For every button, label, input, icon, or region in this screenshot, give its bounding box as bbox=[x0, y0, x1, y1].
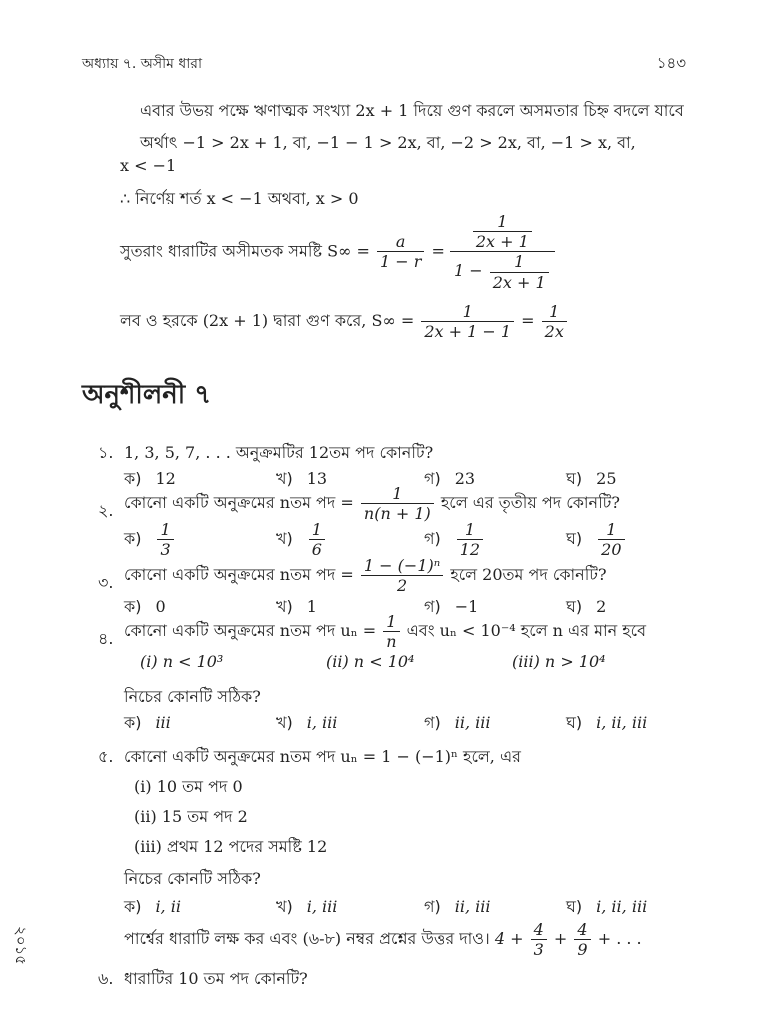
simplified-sum-formula: লব ও হরকে (2x + 1) দ্বারা গুণ করে, S∞ = $\frac{1}{2x + 1 - 1}$ = $\frac{1}{2x}$ bbox=[120, 302, 569, 341]
option: ক) $\frac{1}{3}$ bbox=[124, 520, 176, 559]
statement: (i) n < 10³ bbox=[140, 652, 224, 671]
intro-line-2: অর্থাৎ −1 > 2x + 1, বা, −1 − 1 > 2x, বা, −2 > 2x, বা, −1 > x, বা, bbox=[140, 133, 636, 152]
option: গ) $\frac{1}{12}$ bbox=[424, 520, 485, 559]
question-prompt: নিচের কোনটি সঠিক? bbox=[124, 869, 261, 888]
question-6-text: ধারাটির 10 তম পদ কোনটি? bbox=[124, 969, 308, 988]
option: খ) 13 bbox=[276, 469, 328, 488]
question-number: ২. bbox=[98, 501, 114, 520]
side-year-mark: ২০১৫ bbox=[12, 926, 30, 965]
question-5-text: কোনো একটি অনুক্রমের nতম পদ uₙ = 1 − (−1)ⁿ হলে, এর bbox=[124, 747, 521, 766]
question-number: ৪. bbox=[98, 629, 114, 648]
question-1-text: 1, 3, 5, 7, . . . অনুক্রমটির 12তম পদ কোনটি? bbox=[124, 443, 434, 462]
statement: (ii) n < 10⁴ bbox=[326, 652, 415, 671]
option: খ) i, iii bbox=[276, 897, 338, 916]
option: গ) ii, iii bbox=[424, 897, 491, 916]
option: ঘ) 2 bbox=[566, 597, 607, 616]
statement: (ii) 15 তম পদ 2 bbox=[134, 807, 248, 826]
statement: (i) 10 তম পদ 0 bbox=[134, 777, 243, 796]
option: ক) 12 bbox=[124, 469, 176, 488]
page-number: ১৪৩ bbox=[656, 54, 686, 72]
exercise-title: অনুশীলনী ৭ bbox=[82, 380, 212, 410]
option: গ) −1 bbox=[424, 597, 479, 616]
option: ঘ) 25 bbox=[566, 469, 617, 488]
option: গ) 23 bbox=[424, 469, 476, 488]
option: ক) iii bbox=[124, 713, 171, 732]
question-prompt: নিচের কোনটি সঠিক? bbox=[124, 687, 261, 706]
question-number: ৩. bbox=[98, 573, 114, 592]
question-number: ৫. bbox=[98, 747, 114, 766]
question-number: ৬. bbox=[98, 969, 114, 988]
question-3-text: কোনো একটি অনুক্রমের nতম পদ = $\frac{\text{1 − (−1)ⁿ}}{2}$ হলে 20তম পদ কোনটি? bbox=[124, 556, 607, 596]
option: ঘ) i, ii, iii bbox=[566, 897, 648, 916]
option: গ) ii, iii bbox=[424, 713, 491, 732]
question-4-text: কোনো একটি অনুক্রমের nতম পদ uₙ = $\frac{1}{n}$ এবং uₙ < 10⁻⁴ হলে n এর মান হবে bbox=[124, 612, 646, 652]
question-2-text: কোনো একটি অনুক্রমের nতম পদ = $\frac{1}{n(n + 1)}$ হলে এর তৃতীয় পদ কোনটি? bbox=[124, 484, 620, 524]
infinite-sum-formula: সুতরাং ধারাটির অসীমতক সমষ্টি S∞ = $\frac{a}{1 - r}$ = $\frac{1}{2x + 1}$ 1 − $\frac{1}{2x + 1}$ bbox=[120, 212, 555, 292]
fraction-a-over-1-minus-r: $\frac{a}{1 - r}$ bbox=[377, 232, 424, 271]
question-number: ১. bbox=[98, 443, 114, 462]
option: ক) 0 bbox=[124, 597, 166, 616]
option: ঘ) $\frac{1}{20}$ bbox=[566, 520, 627, 559]
statement: (iii) n > 10⁴ bbox=[512, 652, 606, 671]
option: ঘ) i, ii, iii bbox=[566, 713, 648, 732]
statement: (iii) প্রথম 12 পদের সমষ্টি 12 bbox=[134, 837, 328, 856]
option: খ) i, iii bbox=[276, 713, 338, 732]
infinite-sum-prefix: সুতরাং ধারাটির অসীমতক সমষ্টি S∞ = bbox=[120, 241, 370, 261]
intro-line-3: x < −1 bbox=[120, 156, 177, 175]
intro-line-1: এবার উভয় পক্ষে ঋণাত্মক সংখ্যা 2x + 1 দিয়ে গুণ করলে অসমতার চিহ্ন বদলে যাবে bbox=[140, 101, 684, 120]
compound-fraction: $\frac{1}{2x + 1}$ 1 − $\frac{1}{2x + 1}$ bbox=[450, 212, 555, 292]
option: ক) i, ii bbox=[124, 897, 181, 916]
option: খ) $\frac{1}{6}$ bbox=[276, 520, 327, 559]
chapter-header: অধ্যায় ৭. অসীম ধারা bbox=[82, 56, 203, 72]
intro-line-4: ∴ নির্ণেয় শর্ত x < −1 অথবা, x > 0 bbox=[120, 189, 359, 208]
option: খ) 1 bbox=[276, 597, 317, 616]
series-instruction: পার্শ্বের ধারাটি লক্ষ কর এবং (৬-৮) নম্বর প্রশ্নের উত্তর দাও। 4 + $\frac{4}{3}$ + $\frac{4}{9}$ + . . . bbox=[124, 920, 642, 960]
